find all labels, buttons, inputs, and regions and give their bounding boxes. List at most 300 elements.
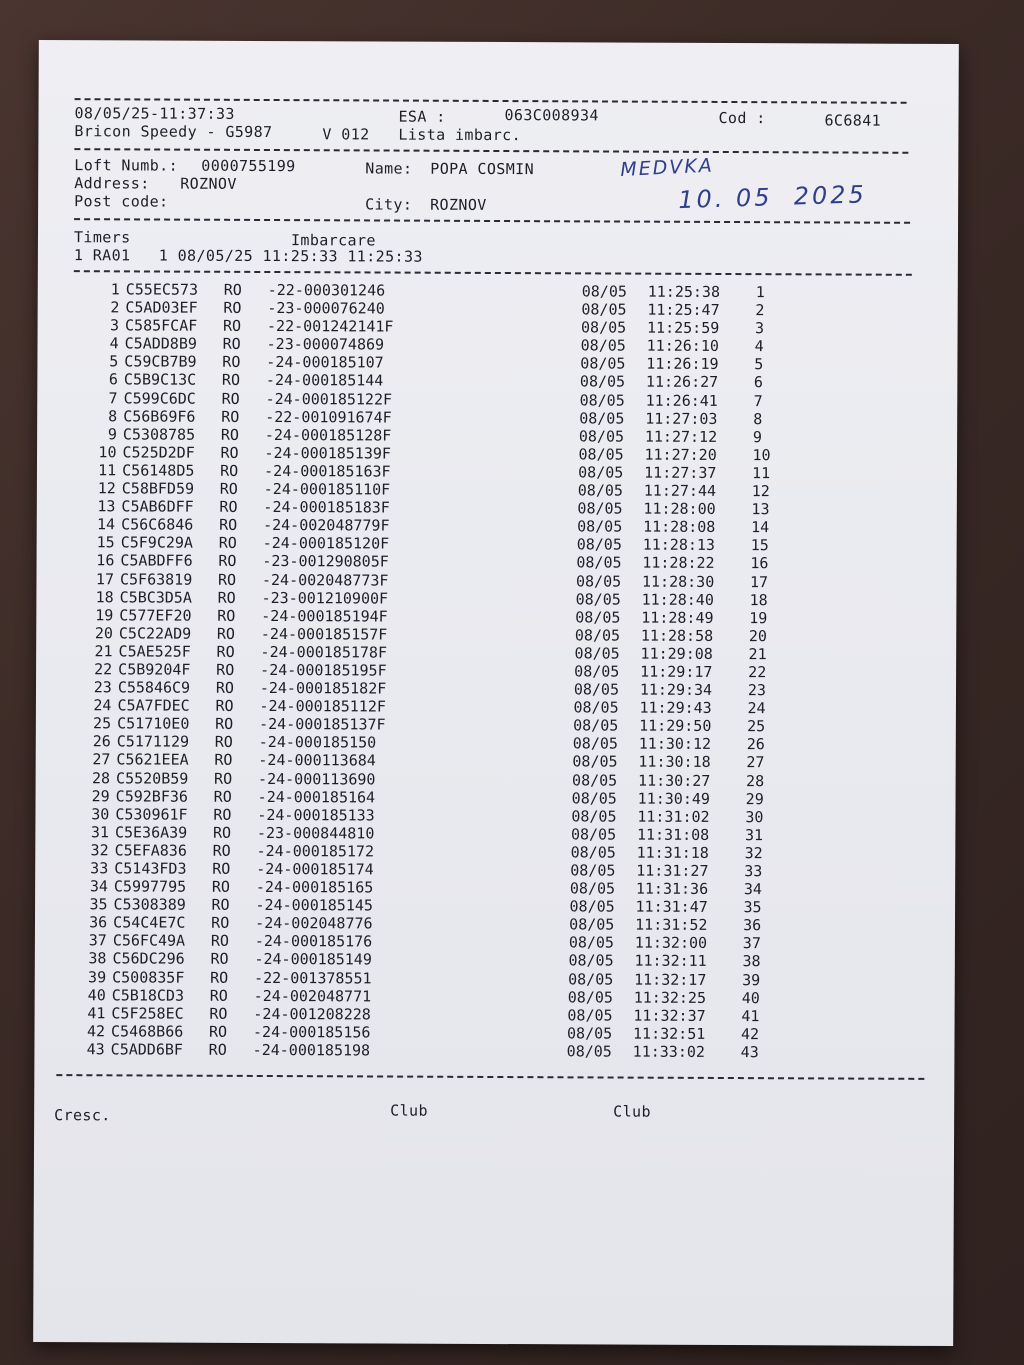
- entry-country: RO: [219, 497, 238, 516]
- entry-position: 25: [747, 717, 766, 736]
- entry-country: RO: [210, 950, 229, 969]
- entry-ring-id: C592BF36: [115, 786, 188, 806]
- entry-position: 20: [748, 626, 768, 645]
- entry-time: 11:26:10: [646, 336, 719, 356]
- entry-time: 11:29:08: [640, 644, 713, 663]
- entry-position: 13: [751, 500, 770, 519]
- loft-value: 0000755199: [201, 156, 296, 176]
- entry-position: 10: [752, 445, 771, 465]
- entry-time: 11:28:22: [642, 554, 715, 573]
- entry-index: 33: [90, 859, 109, 878]
- list-item: [77, 1040, 839, 1061]
- entry-country: RO: [223, 280, 242, 299]
- entry-country: RO: [216, 660, 235, 679]
- entry-index: 23: [93, 678, 112, 697]
- entry-ring-number: -24-000185150: [258, 733, 377, 752]
- entry-time: 11:28:13: [642, 535, 716, 555]
- entry-country: RO: [215, 715, 234, 734]
- entry-ring-id: C5F63819: [119, 569, 193, 589]
- entry-time: 11:28:40: [641, 590, 714, 609]
- entry-ring-id: C5171129: [116, 732, 190, 752]
- entry-date: 08/05: [567, 1024, 613, 1043]
- entry-time: 11:29:34: [639, 680, 713, 700]
- entry-ring-number: -24-000185164: [257, 787, 376, 807]
- entry-position: 8: [753, 409, 763, 428]
- entry-date: 08/05: [572, 752, 618, 771]
- separator-owner: [74, 218, 910, 224]
- entry-time: 11:31:52: [635, 915, 708, 935]
- entry-ring-id: C56B69F6: [123, 407, 196, 426]
- device-name: Bricon Speedy - G5987: [74, 122, 273, 142]
- entry-ring-number: -22-001378551: [254, 968, 372, 988]
- entry-ring-id: C525D2DF: [122, 443, 195, 462]
- address-label: Address:: [74, 174, 150, 193]
- entry-country: RO: [213, 787, 232, 806]
- entry-time: 11:25:38: [647, 282, 721, 301]
- entry-index: 36: [89, 913, 108, 932]
- entry-ring-number: -23-000076240: [267, 299, 385, 318]
- entry-index: 8: [108, 406, 118, 426]
- esa-label: ESA :: [398, 107, 446, 126]
- entry-ring-id: C599C6DC: [123, 388, 196, 408]
- entry-position: 22: [748, 663, 767, 682]
- entry-position: 9: [752, 427, 762, 446]
- entry-time: 11:27:37: [644, 463, 717, 482]
- entry-ring-id: C54C4E7C: [113, 913, 186, 932]
- entry-country: RO: [214, 751, 233, 770]
- entry-country: RO: [221, 407, 240, 426]
- entry-ring-number: -24-000185156: [253, 1022, 371, 1042]
- entry-ring-number: -24-000185198: [252, 1040, 371, 1060]
- entry-date: 08/05: [569, 915, 615, 934]
- entry-position: 4: [754, 337, 764, 356]
- entry-ring-id: C5F9C29A: [120, 533, 194, 552]
- entry-ring-id: C5A7FDEC: [117, 696, 190, 715]
- entry-ring-id: C5B9204F: [118, 660, 191, 679]
- entry-index: 42: [86, 1022, 106, 1041]
- entry-position: 43: [740, 1043, 759, 1062]
- entry-country: RO: [209, 986, 228, 1005]
- entry-ring-number: -23-000074869: [266, 335, 385, 354]
- entry-index: 29: [91, 786, 110, 805]
- entry-time: 11:31:47: [635, 897, 708, 917]
- entry-ring-id: C5ABDFF6: [120, 551, 193, 571]
- entry-ring-number: -24-000113684: [258, 751, 376, 770]
- entry-time: 11:30:18: [638, 753, 711, 772]
- entry-index: 20: [94, 624, 113, 643]
- entry-ring-id: C5ADD8B9: [124, 334, 197, 353]
- entry-date: 08/05: [570, 843, 616, 862]
- entry-ring-number: -24-000185120F: [262, 534, 390, 553]
- entry-position: 28: [746, 771, 765, 790]
- entry-ring-number: -24-002048779F: [263, 516, 390, 535]
- handwritten-date: 10. 05 2025: [677, 180, 868, 215]
- entry-date: 08/05: [566, 1042, 612, 1061]
- separator-header: [74, 148, 908, 154]
- entry-index: 4: [109, 334, 119, 353]
- entry-position: 32: [744, 843, 763, 863]
- entry-ring-number: -24-000185194F: [261, 606, 388, 626]
- entry-ring-number: -24-000185137F: [259, 715, 386, 734]
- entry-index: 22: [94, 660, 113, 679]
- entry-position: 11: [752, 464, 771, 483]
- entry-ring-id: C585FCAF: [124, 316, 198, 335]
- entry-country: RO: [214, 769, 233, 788]
- entry-country: RO: [220, 443, 239, 462]
- entry-index: 24: [93, 696, 112, 715]
- entry-country: RO: [223, 298, 242, 317]
- entry-index: 34: [89, 877, 108, 896]
- entry-position: 39: [742, 970, 761, 989]
- entry-position: 37: [742, 934, 761, 953]
- city-value: ROZNOV: [430, 195, 487, 214]
- name-label: Name:: [365, 159, 413, 178]
- entry-position: 35: [743, 898, 762, 917]
- entry-ring-id: C5AB6DFF: [121, 497, 194, 516]
- entry-country: RO: [215, 696, 234, 716]
- entry-date: 08/05: [580, 336, 626, 355]
- entry-country: RO: [212, 859, 231, 878]
- entry-date: 08/05: [567, 1006, 613, 1025]
- entry-time: 11:32:00: [634, 933, 708, 953]
- entry-date: 08/05: [581, 282, 627, 301]
- entry-index: 43: [86, 1040, 105, 1059]
- entry-ring-id: C55846C9: [117, 678, 191, 697]
- entry-date: 08/05: [576, 535, 622, 554]
- entry-ring-number: -23-001210900F: [261, 588, 389, 608]
- entry-position: 26: [746, 735, 765, 754]
- entry-date: 08/05: [581, 300, 627, 319]
- entry-time: 11:32:11: [634, 952, 707, 971]
- entry-ring-id: C55EC573: [125, 280, 199, 299]
- entry-country: RO: [214, 733, 233, 752]
- entry-position: 2: [755, 301, 765, 320]
- entry-date: 08/05: [568, 933, 615, 952]
- entry-ring-id: C577EF20: [119, 606, 192, 625]
- entry-country: RO: [220, 425, 239, 444]
- entry-position: 17: [749, 572, 769, 591]
- entry-date: 08/05: [572, 734, 618, 753]
- entry-date: 08/05: [577, 517, 623, 536]
- entry-country: RO: [209, 1004, 228, 1023]
- entry-ring-id: C5ADD6BF: [110, 1040, 183, 1059]
- entry-ring-number: -24-000185183F: [263, 498, 390, 517]
- entry-time: 11:28:49: [641, 608, 714, 627]
- entry-ring-id: C5AD03EF: [125, 298, 198, 317]
- entry-time: 11:28:08: [643, 517, 716, 537]
- entry-time: 11:33:02: [632, 1042, 705, 1061]
- entry-ring-number: -24-000185195F: [260, 660, 387, 680]
- entry-date: 08/05: [574, 644, 620, 663]
- entry-country: RO: [210, 932, 229, 951]
- entry-date: 08/05: [567, 987, 613, 1007]
- entry-position: 42: [741, 1024, 760, 1043]
- entry-index: 15: [96, 533, 115, 552]
- entry-country: RO: [212, 823, 232, 842]
- entry-date: 08/05: [574, 626, 621, 645]
- entry-ring-number: -24-000185182F: [259, 679, 387, 698]
- entry-index: 2: [110, 298, 120, 317]
- entry-index: 16: [96, 551, 115, 570]
- entry-position: 15: [750, 536, 769, 555]
- entry-time: 11:32:25: [633, 988, 707, 1007]
- entry-ring-number: -24-000185112F: [259, 697, 386, 716]
- entry-ring-number: -24-000185172: [256, 841, 375, 861]
- entry-date: 08/05: [571, 788, 617, 808]
- entry-date: 08/05: [575, 571, 622, 591]
- entry-index: 37: [88, 931, 107, 950]
- entry-time: 11:30:12: [638, 734, 712, 754]
- club-label-2: Club: [613, 1102, 651, 1121]
- entry-position: 41: [741, 1006, 760, 1025]
- device-version: V 012: [322, 125, 370, 144]
- entry-position: 40: [741, 988, 760, 1007]
- entry-index: 28: [91, 768, 111, 787]
- entry-country: RO: [218, 534, 237, 553]
- entry-time: 11:26:19: [646, 355, 719, 374]
- entry-ring-number: -24-000185107: [266, 353, 384, 372]
- entry-ring-id: C5621EEA: [116, 750, 189, 770]
- entry-ring-number: -24-000185145: [255, 896, 373, 915]
- separator-timers: [74, 270, 912, 276]
- entry-index: 38: [88, 949, 107, 968]
- entry-position: 30: [745, 807, 764, 826]
- entry-ring-number: -23-001290805F: [262, 552, 389, 571]
- entry-position: 34: [743, 880, 762, 899]
- entry-date: 08/05: [569, 897, 615, 916]
- entry-time: 11:28:30: [641, 572, 715, 591]
- entry-index: 11: [98, 461, 117, 480]
- entry-time: 11:31:27: [636, 861, 709, 880]
- entry-ring-number: -24-000185157F: [260, 624, 388, 644]
- entry-date: 08/05: [569, 879, 616, 898]
- name-value: POPA COSMIN: [430, 159, 535, 179]
- entry-time: 11:29:43: [639, 698, 712, 718]
- entry-time: 11:32:37: [633, 1006, 706, 1025]
- entry-index: 40: [87, 985, 106, 1004]
- entry-country: RO: [212, 841, 231, 860]
- entry-position: 5: [754, 355, 764, 374]
- entry-index: 18: [95, 587, 114, 606]
- entry-ring-id: C5BC3D5A: [119, 587, 192, 607]
- cod-value: 6C6841: [824, 111, 882, 130]
- entry-date: 08/05: [575, 589, 621, 609]
- entry-ring-id: C5468B66: [111, 1022, 184, 1041]
- entry-time: 11:28:58: [640, 626, 714, 645]
- entry-ring-id: C56DC296: [112, 949, 185, 969]
- entry-ring-number: -24-000185163F: [264, 461, 391, 481]
- entry-time: 11:32:17: [634, 970, 707, 989]
- entry-country: RO: [217, 606, 236, 625]
- entry-date: 08/05: [576, 553, 622, 572]
- entry-time: 11:32:51: [633, 1024, 706, 1043]
- entry-ring-id: C5B18CD3: [111, 985, 185, 1005]
- entry-position: 21: [748, 644, 767, 664]
- entry-time: 11:27:12: [644, 427, 718, 446]
- entry-ring-number: -24-002048773F: [261, 570, 389, 590]
- postcode-label: Post code:: [74, 192, 169, 211]
- entry-date: 08/05: [578, 427, 625, 446]
- entry-ring-number: -22-001242141F: [266, 317, 394, 336]
- entry-ring-id: C5F258EC: [111, 1004, 184, 1023]
- entry-date: 08/05: [568, 951, 614, 970]
- entry-date: 08/05: [568, 969, 614, 989]
- entry-ring-number: -24-000185176: [254, 932, 373, 951]
- entry-country: RO: [213, 805, 232, 824]
- entry-ring-id: C56148D5: [122, 461, 195, 480]
- entry-index: 13: [97, 497, 116, 516]
- entry-position: 16: [750, 554, 769, 573]
- entry-country: RO: [217, 570, 237, 589]
- club-label-1: Club: [390, 1101, 428, 1120]
- entry-ring-id: C58BFD59: [121, 479, 195, 498]
- entry-time: 11:31:08: [636, 825, 710, 844]
- entry-date: 08/05: [580, 318, 627, 337]
- header-datetime: 08/05/25-11:37:33: [74, 104, 235, 123]
- entry-index: 1: [110, 280, 120, 299]
- entry-time: 11:26:27: [645, 373, 719, 392]
- entry-position: 31: [744, 825, 764, 844]
- entry-date: 08/05: [572, 770, 618, 790]
- entry-position: 36: [743, 916, 762, 935]
- entry-country: RO: [211, 877, 231, 896]
- entry-country: RO: [208, 1040, 227, 1059]
- entry-date: 08/05: [579, 372, 626, 392]
- entry-country: RO: [218, 552, 237, 571]
- entry-position: 1: [755, 283, 765, 302]
- entry-position: 29: [745, 789, 764, 808]
- entry-ring-id: C56FC49A: [112, 931, 186, 951]
- city-label: City:: [365, 195, 413, 214]
- entry-index: 17: [95, 569, 115, 588]
- entry-date: 08/05: [578, 445, 624, 464]
- entry-country: RO: [221, 389, 240, 408]
- timers-label: Timers: [73, 228, 131, 247]
- entry-ring-number: -24-000185110F: [263, 480, 391, 499]
- entry-time: 11:31:18: [636, 843, 709, 862]
- entry-time: 11:29:50: [639, 716, 712, 736]
- entry-time: 11:28:00: [643, 499, 716, 519]
- entry-time: 11:31:02: [637, 807, 710, 826]
- entry-ring-id: C56C6846: [121, 515, 194, 534]
- entry-position: 14: [751, 518, 770, 537]
- entry-country: RO: [219, 479, 238, 498]
- entry-index: 27: [92, 750, 111, 769]
- entry-country: RO: [219, 516, 238, 535]
- entry-country: RO: [215, 678, 234, 697]
- entry-country: RO: [220, 461, 239, 480]
- entry-ring-id: C5C22AD9: [118, 624, 192, 643]
- entry-index: 6: [108, 370, 118, 389]
- entry-index: 12: [97, 479, 116, 498]
- entry-country: RO: [222, 353, 241, 372]
- entry-index: 25: [93, 714, 112, 733]
- entry-country: RO: [216, 642, 235, 661]
- entry-index: 32: [90, 841, 109, 860]
- printout-sheet: [33, 40, 959, 1346]
- entry-date: 08/05: [573, 698, 619, 717]
- entry-position: 33: [744, 862, 763, 881]
- entry-index: 30: [91, 804, 110, 824]
- timer-line: 1 RA01 1 08/05/25 11:25:33 11:25:33: [73, 246, 423, 266]
- esa-value: 063C008934: [504, 106, 599, 125]
- entry-ring-id: C5520B59: [116, 768, 189, 788]
- entry-country: RO: [222, 335, 241, 354]
- entries-list: [78, 280, 841, 1061]
- entry-ring-id: C530961F: [115, 805, 188, 824]
- separator-bottom: [56, 1074, 924, 1080]
- entry-ring-number: -24-001208228: [253, 1004, 371, 1024]
- entry-position: 38: [742, 952, 761, 971]
- entry-date: 08/05: [580, 354, 626, 373]
- entry-ring-id: C500835F: [112, 967, 185, 987]
- cod-label: Cod :: [718, 108, 766, 128]
- entry-index: 21: [94, 642, 113, 661]
- cresc-label: Cresc.: [54, 1106, 111, 1125]
- entry-ring-number: -24-000185178F: [260, 642, 388, 662]
- entry-ring-number: -24-000185133: [257, 805, 375, 825]
- entry-time: 11:25:59: [646, 318, 720, 338]
- entry-ring-id: C5B9C13C: [123, 370, 197, 390]
- entry-country: RO: [211, 895, 230, 915]
- entry-ring-id: C59CB7B9: [124, 352, 197, 372]
- entry-ring-number: -24-000185128F: [264, 425, 392, 445]
- entry-country: RO: [209, 1022, 228, 1041]
- entry-ring-id: C5E36A39: [114, 823, 188, 842]
- entry-index: 14: [96, 515, 116, 534]
- entry-position: 12: [751, 482, 770, 501]
- entry-ring-number: -24-000185165: [255, 878, 374, 897]
- separator-top: [75, 98, 907, 104]
- entry-position: 3: [754, 319, 765, 338]
- entry-ring-number: -24-002048776: [255, 914, 373, 933]
- entry-date: 08/05: [573, 680, 620, 699]
- entry-ring-id: C5308389: [113, 895, 186, 914]
- entry-ring-number: -24-000185122F: [265, 389, 393, 409]
- entry-position: 18: [749, 590, 768, 609]
- entry-index: 41: [87, 1003, 106, 1023]
- handwritten-note: MEDVKA: [619, 154, 715, 181]
- entry-date: 08/05: [579, 390, 625, 410]
- entry-date: 08/05: [579, 409, 625, 428]
- entry-time: 11:25:47: [647, 300, 720, 320]
- entry-time: 11:26:41: [645, 391, 718, 410]
- entry-time: 11:31:36: [635, 879, 709, 899]
- entry-date: 08/05: [573, 716, 619, 735]
- loft-label: Loft Numb.:: [74, 156, 179, 175]
- entry-ring-number: -24-000185139F: [264, 443, 391, 463]
- entry-index: 26: [92, 732, 111, 751]
- entry-index: 7: [108, 388, 118, 407]
- entry-index: 39: [88, 967, 107, 986]
- entry-index: 31: [90, 823, 110, 842]
- entry-date: 08/05: [574, 662, 620, 681]
- entry-ring-number: -24-002048771: [253, 986, 372, 1006]
- entry-date: 08/05: [577, 481, 623, 500]
- entry-time: 11:30:49: [637, 789, 710, 808]
- entry-index: 5: [109, 352, 119, 371]
- entry-index: 3: [109, 316, 120, 335]
- entry-date: 08/05: [571, 807, 617, 826]
- entry-country: RO: [222, 316, 242, 336]
- entry-position: 27: [746, 753, 765, 772]
- entry-ring-number: -22-001091674F: [265, 407, 392, 427]
- entry-ring-id: C51710E0: [117, 714, 190, 733]
- entry-time: 11:29:17: [640, 662, 713, 681]
- entry-date: 08/05: [578, 463, 624, 482]
- entry-date: 08/05: [575, 608, 621, 627]
- entry-ring-id: C5997795: [113, 877, 187, 896]
